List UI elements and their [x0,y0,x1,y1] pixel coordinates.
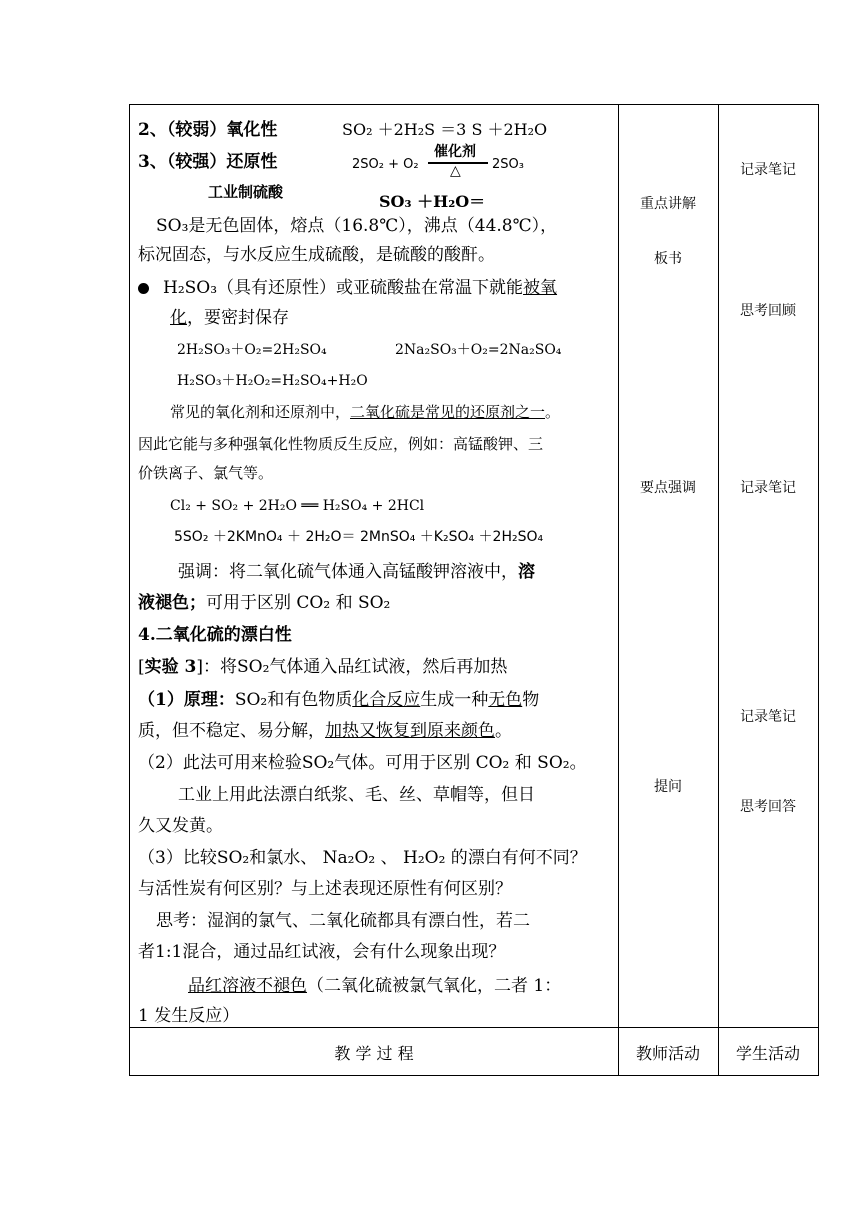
student-activity: 思考回答 [740,799,796,815]
teacher-activity: 要点强调 [640,480,696,496]
equation-cl2-so2: Cl₂ + SO₂ + 2H₂O ══ H₂SO₄ + 2HCl [170,498,425,514]
student-activity: 思考回顾 [740,303,796,319]
teacher-activity: 提问 [654,779,682,795]
text-line: SO₃是无色固体，熔点（16.8℃），沸点（44.8℃）， [156,216,558,236]
teacher-activity-header: 教师活动 [635,1044,700,1063]
teacher-activity: 板书 [654,251,682,267]
equation-h2so3-h2o2: H₂SO₃＋H₂O₂=H₂SO₄+H₂O [177,373,368,389]
column-divider [718,105,719,1075]
bullet-icon [138,283,149,294]
equation-so2-kmno4: 5SO₂ ＋2KMnO₄ ＋ 2H₂O＝ 2MnSO₄ ＋K₂SO₄ ＋2H₂SO₄ [174,529,544,545]
text-line: 化，要密封保存 [170,308,289,328]
bullet-line: H₂SO₃（具有还原性）或亚硫酸盐在常温下就能被氧 [138,273,557,298]
text-line: 液褪色；可用于区别 CO₂ 和 SO₂ [138,593,391,613]
student-activity: 记录笔记 [740,480,796,496]
student-activity-header: 学生活动 [735,1044,800,1063]
student-activity: 记录笔记 [740,162,796,178]
text-line: （3）比较SO₂和氯水、 Na₂O₂ 、 H₂O₂ 的漂白有何不同？ [138,848,587,868]
equation-so3-h2o: SO₃ ＋H₂O＝ [379,192,486,211]
equation-catalytic-right: 2SO₃ [492,157,524,172]
text-line: 者1:1混合，通过品红试液，会有什么现象出现？ [138,942,506,962]
text-line: [实验 3]：将SO₂气体通入品红试液，然后再加热 [138,657,508,677]
text-line: 质，但不稳定、易分解，加热又恢复到原来颜色。 [138,721,512,741]
text-line: 标况固态，与水反应生成硫酸，是硫酸的酸酐。 [138,245,495,265]
equation-catalytic-left: 2SO₂ + O₂ [352,157,419,172]
section-bleaching-title: 4.二氧化硫的漂白性 [138,625,292,645]
text-line: 久又发黄。 [138,816,223,836]
catalyst-label: 催化剂 [434,144,476,160]
row-divider [130,1027,818,1028]
text-line: 价铁离子、氯气等。 [138,464,274,482]
equation-na2so3-o2: 2Na₂SO₃＋O₂=2Na₂SO₄ [395,342,562,358]
text-line: 强调：将二氧化硫气体通入高锰酸钾溶液中，溶 [178,562,535,582]
section-reducing-title: 3、（较强）还原性 [138,152,278,172]
student-activity: 记录笔记 [740,709,796,725]
equation-h2so3-o2: 2H₂SO₃＋O₂=2H₂SO₄ [177,342,327,358]
text-line: 因此它能与多种强氧化性物质反生反应，例如：高锰酸钾、三 [138,435,544,453]
text-line: 与活性炭有何区别？与上述表现还原性有何区别？ [138,879,512,899]
teacher-activity: 重点讲解 [640,196,696,212]
text-line: （1）原理：SO₂和有色物质化合反应生成一种无色物 [138,690,540,710]
text-line: 常见的氧化剂和还原剂中，二氧化硫是常见的还原剂之一。 [170,403,561,421]
heat-symbol: △ [450,163,461,179]
text-line: 思考：湿润的氯气、二氧化硫都具有漂白性，若二 [156,911,530,931]
text-line: 工业上用此法漂白纸浆、毛、丝、草帽等，但日 [178,785,535,805]
equation-so2-h2s: SO₂ ＋2H₂S ＝3 S ＋2H₂O [342,120,548,139]
industrial-sulfuric-acid-label: 工业制硫酸 [208,183,284,201]
lesson-table [129,104,819,1076]
text-line: 品红溶液不褪色（二氧化硫被氯气氧化，二者 1： [188,976,562,996]
main-content-cell [130,105,618,1025]
text-line: （2）此法可用来检验SO₂气体。可用于区别 CO₂ 和 SO₂。 [138,753,587,773]
text-line: 1 发生反应） [138,1006,240,1026]
teaching-process-header: 教 学 过 程 [334,1044,414,1063]
section-oxidizing-title: 2、（较弱）氧化性 [138,120,278,140]
